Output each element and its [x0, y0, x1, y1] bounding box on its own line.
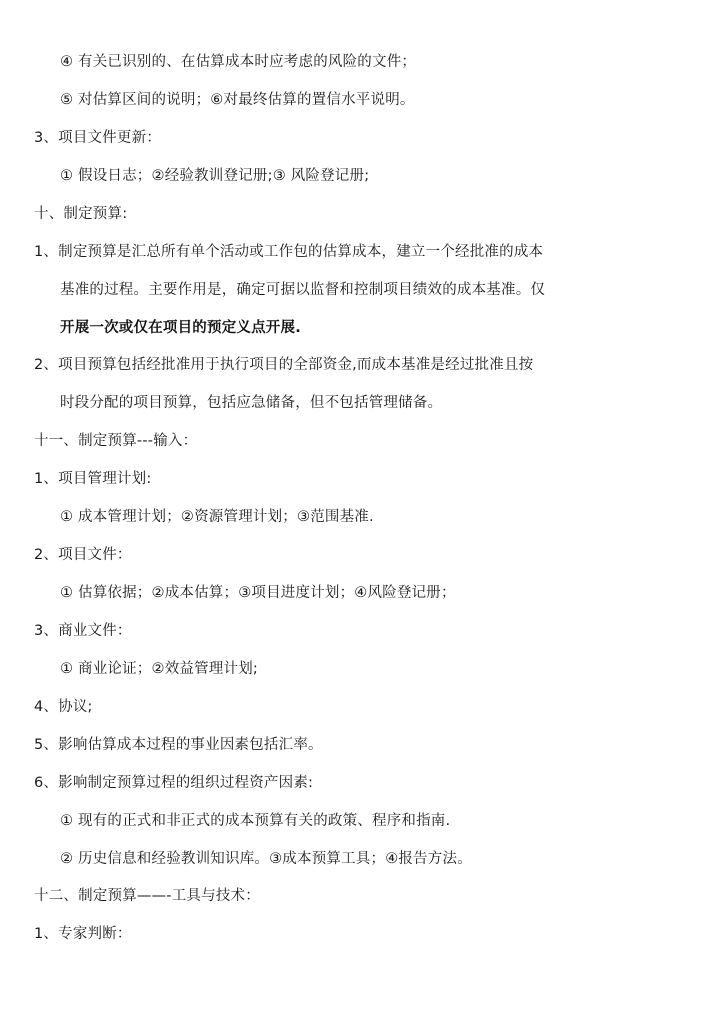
numbered-heading: 6、影响制定预算过程的组织过程资产因素: — [34, 775, 314, 791]
numbered-heading: 1、专家判断： — [34, 926, 132, 942]
section-heading: 十二、制定预算——-工具与技术： — [34, 888, 260, 904]
text-line: ② 历史信息和经验教训知识库。③成本预算工具；④报告方法。 — [60, 851, 472, 867]
paragraph-line: 基准的过程。主要作用是，确定可据以监督和控制项目绩效的成本基准。仅 — [60, 282, 546, 298]
paragraph-line: 1、制定预算是汇总所有单个活动或工作包的估算成本，建立一个经批准的成本 — [34, 244, 544, 260]
paragraph-line: 时段分配的项目预算，包括应急储备，但不包括管理储备。 — [60, 395, 443, 411]
section-heading: 十一、制定预算---输入： — [34, 433, 198, 449]
numbered-heading: 3、商业文件： — [34, 623, 132, 639]
text-line: ⑤ 对估算区间的说明；⑥对最终估算的置信水平说明。 — [60, 92, 415, 108]
text-line: ① 商业论证；②效益管理计划; — [60, 661, 258, 677]
text-line: ④ 有关已识别的、在估算成本时应考虑的风险的文件； — [60, 54, 417, 70]
paragraph-line: 2、项目预算包括经批准用于执行项目的全部资金,而成本基准是经过批准且按 — [34, 357, 534, 373]
text-line: ① 现有的正式和非正式的成本预算有关的政策、程序和指南. — [60, 813, 451, 829]
section-heading: 十、制定预算: — [34, 206, 128, 222]
text-line: ① 假设日志；②经验教训登记册;③ 风险登记册; — [60, 168, 370, 184]
text-line: ① 估算依据；②成本估算；③项目进度计划；④风险登记册； — [60, 585, 456, 601]
numbered-heading: 5、影响估算成本过程的事业因素包括汇率。 — [34, 737, 323, 753]
numbered-heading: 3、项目文件更新： — [34, 130, 162, 146]
text-line: ① 成本管理计划；②资源管理计划；③范围基准. — [60, 509, 374, 525]
numbered-heading: 1、项目管理计划: — [34, 471, 152, 487]
numbered-heading: 2、项目文件： — [34, 547, 132, 563]
numbered-heading: 4、协议; — [34, 699, 93, 715]
emphasized-line: 开展一次或仅在项目的预定义点开展. — [60, 320, 301, 336]
